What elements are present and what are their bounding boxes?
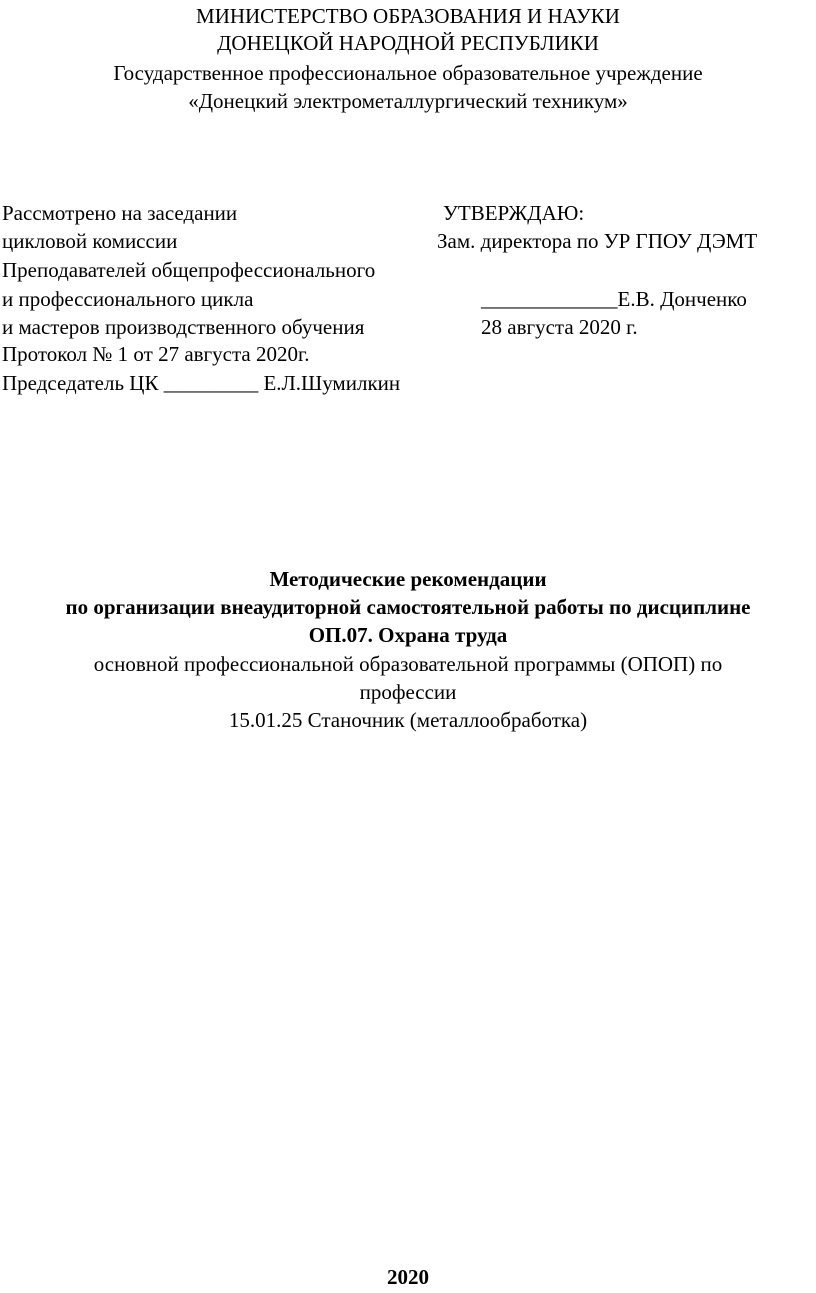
masters-label: и мастеров производственного обучения: [2, 315, 365, 339]
chairman-line: Председатель ЦК _________ Е.Л.Шумилкин: [2, 371, 401, 395]
approval-date: 28 августа 2020 г.: [481, 315, 638, 339]
ministry-title: МИНИСТЕРСТВО ОБРАЗОВАНИЯ И НАУКИ: [196, 4, 620, 28]
considered-label: Рассмотрено на заседании: [2, 201, 238, 225]
protocol-line: Протокол № 1 от 27 августа 2020г.: [2, 342, 310, 366]
program-line: основной профессиональной образовательной программы (ОПОП) по: [93, 652, 723, 676]
teachers-label: Преподавателей общепрофессионального: [2, 258, 376, 282]
document-year: 2020: [387, 1265, 429, 1289]
approve-label: УТВЕРЖДАЮ:: [443, 201, 585, 225]
deputy-director-label: Зам. директора по УР ГПОУ ДЭМТ: [437, 229, 758, 253]
signature-line: _____________Е.В. Донченко: [481, 287, 747, 311]
institution-name: «Донецкий электрометаллургический техникум»: [188, 89, 628, 113]
republic-title: ДОНЕЦКОЙ НАРОДНОЙ РЕСПУБЛИКИ: [217, 31, 599, 55]
document-subtitle: по организации внеаудиторной самостоятельной работы по дисциплине: [65, 595, 751, 619]
discipline-title: ОП.07. Охрана труда: [308, 623, 508, 647]
profession-label: профессии: [359, 680, 457, 704]
cycle-label: и профессионального цикла: [2, 287, 254, 311]
document-title: Методические рекомендации: [269, 567, 547, 591]
institution-type: Государственное профессиональное образовательное учреждение: [113, 61, 703, 85]
profession-code: 15.01.25 Станочник (металлообработка): [228, 708, 588, 732]
commission-label: цикловой комиссии: [2, 229, 178, 253]
